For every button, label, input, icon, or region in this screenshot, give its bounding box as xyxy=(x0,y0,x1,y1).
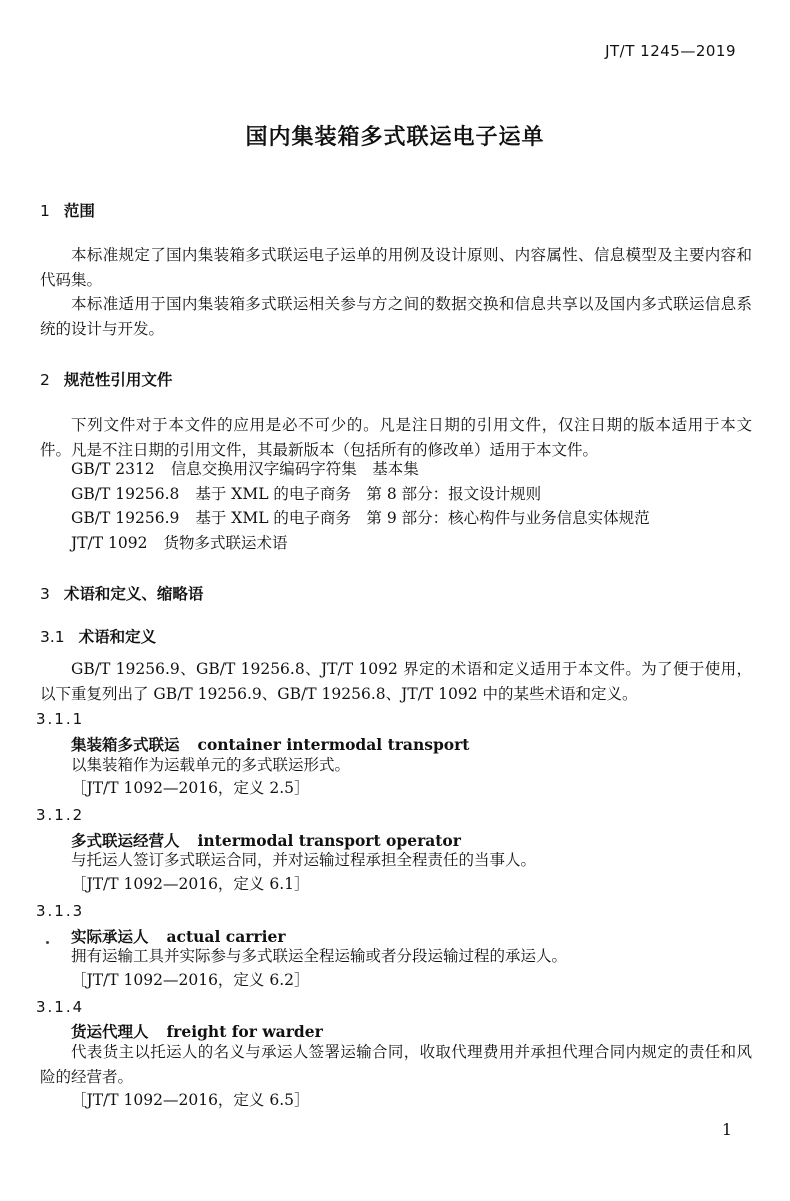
reference-title: 货物多式联运术语 xyxy=(163,534,288,552)
term-heading xyxy=(71,1020,323,1042)
section-number: 1 xyxy=(40,202,50,220)
term-en: intermodal transport operator xyxy=(197,831,461,850)
reference-item xyxy=(71,462,419,478)
section-1-paragraph-2: 本标准适用于国内集装箱多式联运相关参与方之间的数据交换和信息共享以及国内多式联运信息系统的设计与开发。 xyxy=(40,295,752,338)
subsection-3-1-heading xyxy=(40,625,156,647)
term-en: container intermodal transport xyxy=(197,735,470,754)
term-zh: 货运代理人 xyxy=(71,1023,149,1041)
term-heading xyxy=(71,733,469,755)
document-title: 国内集装箱多式联运电子运单 xyxy=(245,125,545,150)
reference-item xyxy=(71,511,650,527)
section-number: 2 xyxy=(40,371,50,389)
term-number: 3.1.2 xyxy=(36,806,85,824)
term-number: 3.1.4 xyxy=(36,998,85,1016)
scan-speck xyxy=(46,941,49,944)
standard-code: JT/T 1245—2019 xyxy=(605,42,736,60)
section-1-paragraph-1: 本标准规定了国内集装箱多式联运电子运单的用例及设计原则、内容属性、信息模型及主要内容和代码集。 xyxy=(40,246,752,289)
term-number: 3.1.1 xyxy=(36,710,85,728)
term-source: ［JT/T 1092—2016，定义 6.1］ xyxy=(71,875,310,893)
term-definition: 以集装箱作为运载单元的多式联运形式。 xyxy=(71,756,351,774)
term-definition: 代表货主以托运人的名义与承运人签署运输合同，收取代理费用并承担代理合同内规定的责任和风险的经营者。 xyxy=(40,1043,752,1086)
term-heading xyxy=(71,829,461,851)
reference-item xyxy=(71,536,288,552)
reference-title: 信息交换用汉字编码字符集 基本集 xyxy=(170,460,419,478)
term-definition: 与托运人签订多式联运合同，并对运输过程承担全程责任的当事人。 xyxy=(71,851,537,869)
term-zh: 集装箱多式联运 xyxy=(71,736,180,754)
term-definition: 拥有运输工具并实际参与多式联运全程运输或者分段运输过程的承运人。 xyxy=(71,947,568,965)
term-source: ［JT/T 1092—2016，定义 6.2］ xyxy=(71,971,310,989)
term-heading xyxy=(71,925,285,947)
section-title: 范围 xyxy=(63,202,95,220)
reference-code: GB/T 19256.9 xyxy=(71,509,180,527)
page-number: 1 xyxy=(721,1120,732,1139)
subsection-title: 术语和定义 xyxy=(78,628,157,646)
section-title: 术语和定义、缩略语 xyxy=(63,585,204,603)
section-2-heading xyxy=(40,368,172,390)
term-en: freight for warder xyxy=(166,1022,323,1041)
term-source: ［JT/T 1092—2016，定义 2.5］ xyxy=(71,779,310,797)
section-2-intro: 下列文件对于本文件的应用是必不可少的。凡是注日期的引用文件，仅注日期的版本适用于本文件。凡是不注日期的引用文件，其最新版本（包括所有的修改单）适用于本文件。 xyxy=(40,416,752,459)
reference-code: JT/T 1092 xyxy=(71,534,148,552)
term-en: actual carrier xyxy=(166,927,286,946)
reference-title: 基于 XML 的电子商务 第 8 部分：报文设计规则 xyxy=(195,485,542,503)
section-1-heading xyxy=(40,199,95,221)
section-number: 3 xyxy=(40,585,50,603)
term-zh: 多式联运经营人 xyxy=(71,832,180,850)
reference-code: GB/T 2312 xyxy=(71,460,155,478)
reference-title: 基于 XML 的电子商务 第 9 部分：核心构件与业务信息实体规范 xyxy=(195,509,650,527)
subsection-3-1-intro: GB/T 19256.9、GB/T 19256.8、JT/T 1092 界定的术语和定义适用于本文件。为了便于使用，以下重复列出了 GB/T 19256.9、GB/T 19256.8、JT/T 1092 中的某些术语和定义。 xyxy=(40,660,752,703)
reference-item xyxy=(71,487,541,503)
term-number: 3.1.3 xyxy=(36,902,85,920)
term-source: ［JT/T 1092—2016，定义 6.5］ xyxy=(71,1091,310,1109)
section-title: 规范性引用文件 xyxy=(63,371,173,389)
reference-code: GB/T 19256.8 xyxy=(71,485,180,503)
section-3-heading xyxy=(40,582,203,604)
subsection-number: 3.1 xyxy=(40,628,65,646)
term-zh: 实际承运人 xyxy=(71,928,149,946)
